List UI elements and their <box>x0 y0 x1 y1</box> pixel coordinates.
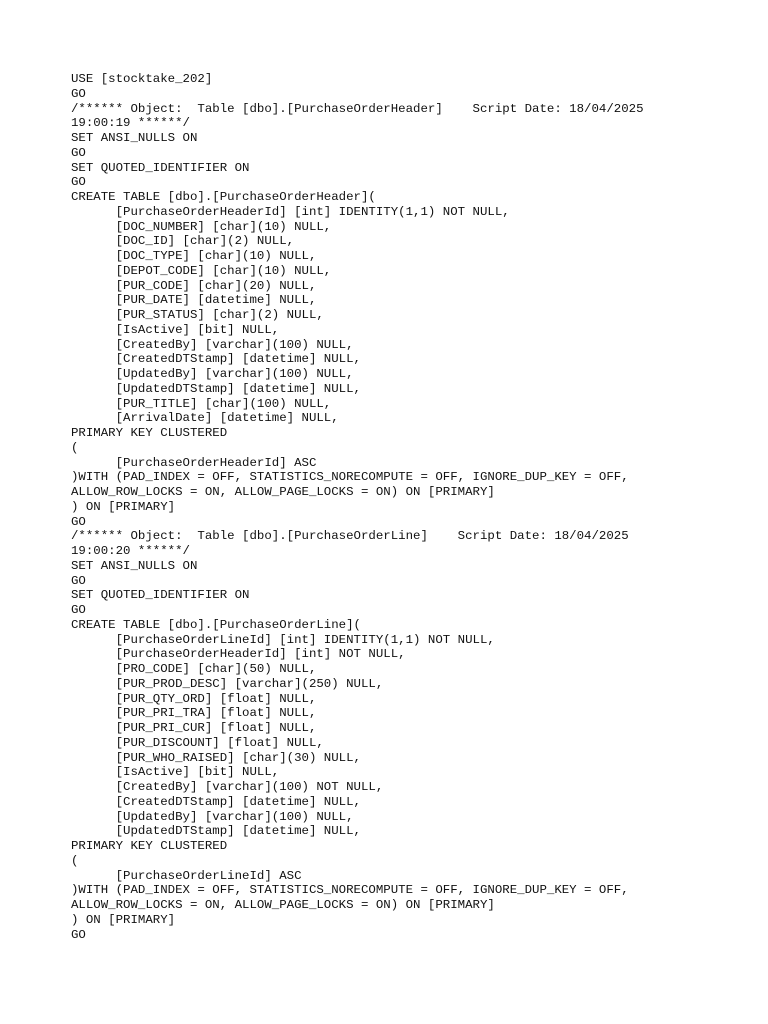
code-line: SET ANSI_NULLS ON <box>71 558 198 573</box>
code-line: GO <box>71 175 86 190</box>
code-line: [PUR_CODE] [char](20) NULL, <box>71 278 317 293</box>
code-line: [IsActive] [bit] NULL, <box>71 322 280 337</box>
code-line: [DOC_NUMBER] [char](10) NULL, <box>71 219 332 234</box>
code-line: USE [stocktake_202] <box>71 72 213 86</box>
code-line: 19:00:20 ******/ <box>71 544 190 558</box>
code-line: ( <box>71 853 79 868</box>
code-line: ) ON [PRIMARY] <box>71 499 176 514</box>
code-line: [PUR_TITLE] [char](100) NULL, <box>71 396 332 411</box>
code-line: ) ON [PRIMARY] <box>71 912 176 927</box>
code-line: [IsActive] [bit] NULL, <box>71 765 280 780</box>
code-line: [PurchaseOrderLineId] [int] IDENTITY(1,1) NOT NULL, <box>71 632 495 647</box>
code-line: )WITH (PAD_INDEX = OFF, STATISTICS_NORECOMPUTE = OFF, IGNORE_DUP_KEY = OFF, <box>71 883 629 898</box>
code-line: [PUR_DATE] [datetime] NULL, <box>71 293 317 308</box>
code-line: [PUR_WHO_RAISED] [char](30) NULL, <box>71 750 361 765</box>
code-line: ALLOW_ROW_LOCKS = ON, ALLOW_PAGE_LOCKS = ON) ON [PRIMARY] <box>71 898 495 912</box>
code-line: GO <box>71 145 86 160</box>
code-line: [UpdatedBy] [varchar](100) NULL, <box>71 367 354 381</box>
code-line: PRIMARY KEY CLUSTERED <box>71 426 228 440</box>
code-line: [PUR_DISCOUNT] [float] NULL, <box>71 735 324 750</box>
code-line: [PUR_QTY_ORD] [float] NULL, <box>71 691 317 706</box>
code-line: GO <box>71 573 86 588</box>
code-line: [PUR_PRI_TRA] [float] NULL, <box>71 706 317 721</box>
code-line: GO <box>71 86 86 101</box>
code-line: CREATE TABLE [dbo].[PurchaseOrderLine]( <box>71 617 361 632</box>
code-line: [UpdatedBy] [varchar](100) NULL, <box>71 809 354 824</box>
code-line: [DOC_TYPE] [char](10) NULL, <box>71 249 317 263</box>
code-line: SET QUOTED_IDENTIFIER ON <box>71 160 250 175</box>
code-line: [CreatedBy] [varchar](100) NOT NULL, <box>71 780 384 794</box>
code-line: /****** Object: Table [dbo].[PurchaseOrderLine] Script Date: 18/04/2025 <box>71 529 629 544</box>
code-line: [UpdatedDTStamp] [datetime] NULL, <box>71 381 361 396</box>
code-line: SET QUOTED_IDENTIFIER ON <box>71 588 250 603</box>
code-line: CREATE TABLE [dbo].[PurchaseOrderHeader]( <box>71 190 376 204</box>
code-line: [DOC_ID] [char](2) NULL, <box>71 234 295 249</box>
code-line: SET ANSI_NULLS ON <box>71 131 198 145</box>
code-line: )WITH (PAD_INDEX = OFF, STATISTICS_NORECOMPUTE = OFF, IGNORE_DUP_KEY = OFF, <box>71 470 629 485</box>
sql-script-document <box>71 72 751 942</box>
code-line: 19:00:19 ******/ <box>71 116 190 131</box>
code-line: /****** Object: Table [dbo].[PurchaseOrderHeader] Script Date: 18/04/2025 <box>71 101 644 116</box>
code-line: [ArrivalDate] [datetime] NULL, <box>71 411 339 426</box>
code-line: GO <box>71 927 86 942</box>
code-line: [CreatedBy] [varchar](100) NULL, <box>71 337 354 352</box>
code-line: [DEPOT_CODE] [char](10) NULL, <box>71 263 332 278</box>
code-line: [PUR_PRI_CUR] [float] NULL, <box>71 721 317 735</box>
code-line: [CreatedDTStamp] [datetime] NULL, <box>71 352 361 367</box>
code-line: [PUR_PROD_DESC] [varchar](250) NULL, <box>71 676 384 691</box>
code-line: [PurchaseOrderHeaderId] ASC <box>71 455 317 470</box>
code-line: [PurchaseOrderLineId] ASC <box>71 868 302 883</box>
code-line: [PurchaseOrderHeaderId] [int] IDENTITY(1,1) NOT NULL, <box>71 204 510 219</box>
code-line: [UpdatedDTStamp] [datetime] NULL, <box>71 824 361 839</box>
code-line: [PRO_CODE] [char](50) NULL, <box>71 662 317 676</box>
code-line: PRIMARY KEY CLUSTERED <box>71 839 228 853</box>
code-line: ALLOW_ROW_LOCKS = ON, ALLOW_PAGE_LOCKS = ON) ON [PRIMARY] <box>71 485 495 499</box>
code-line: GO <box>71 603 86 617</box>
code-line: [CreatedDTStamp] [datetime] NULL, <box>71 794 361 809</box>
code-line: [PUR_STATUS] [char](2) NULL, <box>71 308 324 322</box>
code-line: ( <box>71 440 79 455</box>
code-line: [PurchaseOrderHeaderId] [int] NOT NULL, <box>71 647 406 662</box>
code-line: GO <box>71 514 86 529</box>
